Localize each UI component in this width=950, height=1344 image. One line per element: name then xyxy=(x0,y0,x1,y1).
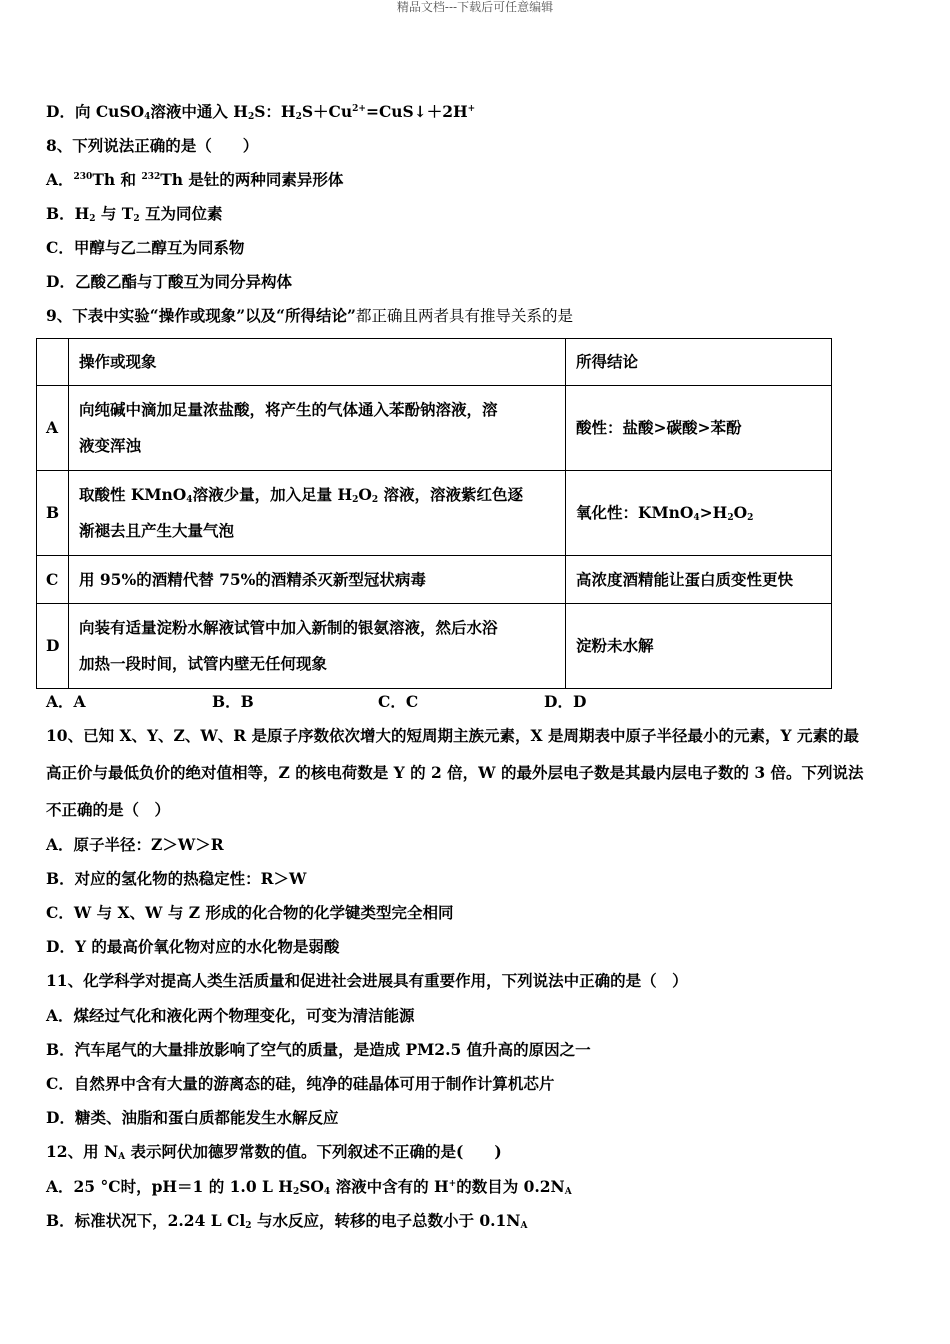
row-op xyxy=(69,604,566,689)
row-key: A xyxy=(37,386,69,471)
q10-stem-line2: 高正价与最低负价的绝对值相等，Z 的核电荷数是 Y 的 2 倍，W 的最外层电子数是其最内层电子数的 3 倍。下列说法 xyxy=(46,763,864,782)
q11-option-a: A．煤经过气化和液化两个物理变化，可变为清洁能源 xyxy=(46,1006,415,1025)
q10-option-c: C．W 与 X、W 与 Z 形成的化合物的化学键类型完全相同 xyxy=(46,903,454,922)
q9-option: B．B xyxy=(212,692,254,711)
q12-stem: 12、用 $N_A$ 表示阿伏加德罗常数的值。下列叙述不正确的是( ) xyxy=(46,1142,502,1162)
row-op xyxy=(69,386,566,471)
q7-option-d: D．向 CuSO$_4$溶液中通入 $H_2S$：$H_2S+Cu^{2+}=CuS↓+2H^+$ xyxy=(46,102,476,122)
q11-stem: 11、化学科学对提高人类生活质量和促进社会进展具有重要作用，下列说法中正确的是（ ） xyxy=(46,971,688,990)
row-op xyxy=(69,471,566,556)
row-op-line: 取酸性 KMnO$_4$溶液少量，加入足量 $H_2O_2$ 溶液，溶液紫红色逐 xyxy=(79,485,524,505)
q9-options xyxy=(46,692,586,712)
table-row xyxy=(37,386,832,471)
row-op-line: 液变浑浊 xyxy=(79,436,142,455)
q8-option-c: C．甲醇与乙二醇互为同系物 xyxy=(46,238,245,257)
table-header-con: 所得结论 xyxy=(566,339,832,386)
q10-stem-line1: 10、已知 X、Y、Z、W、R 是原子序数依次增大的短周期主族元素，X 是周期表中原子半径最小的元素，Y 元素的最 xyxy=(46,726,859,745)
row-op-line: 向纯碱中滴加足量浓盐酸，将产生的气体通入苯酚钠溶液，溶 xyxy=(79,400,498,419)
table-row xyxy=(37,604,832,689)
row-key: C xyxy=(37,556,69,604)
q12-option-a: A．25 °C时，pH＝1 的 1.0 L $H_2SO_4$ 溶液中含有的 H+的数目为 $0.2N_A$ xyxy=(46,1177,572,1197)
q9-option: D．D xyxy=(544,692,587,711)
q10-option-b: B．对应的氢化物的热稳定性：R＞W xyxy=(46,869,307,888)
q12-option-b: B．标准状况下，2.24 L $Cl_2$ 与水反应，转移的电子总数小于 $0.1N_A$ xyxy=(46,1211,528,1231)
row-op-line: 加热一段时间，试管内壁无任何现象 xyxy=(79,654,328,673)
q10-option-a: A．原子半径：Z＞W＞R xyxy=(46,835,224,854)
q9-option: A．A xyxy=(46,692,86,711)
q11-option-d: D．糖类、油脂和蛋白质都能发生水解反应 xyxy=(46,1108,339,1127)
row-key: B xyxy=(37,471,69,556)
row-op-line: 向装有适量淀粉水解液试管中加入新制的银氨溶液，然后水浴 xyxy=(79,618,498,637)
q8-option-a: A．$^{230}$Th 和 $^{232}$Th 是钍的两种同素异形体 xyxy=(46,170,344,189)
q8-stem: 8、下列说法正确的是（ ） xyxy=(46,136,259,155)
row-con: 氧化性：$KMnO_4>H_2O_2$ xyxy=(566,471,832,556)
row-op-line: 渐褪去且产生大量气泡 xyxy=(79,521,235,540)
table-header-row xyxy=(37,339,832,386)
q11-option-c: C．自然界中含有大量的游离态的硅，纯净的硅晶体可用于制作计算机芯片 xyxy=(46,1074,555,1093)
table-row xyxy=(37,471,832,556)
page-header: 精品文档---下载后可任意编辑 xyxy=(396,0,554,14)
q9-table xyxy=(36,338,832,689)
table-row xyxy=(37,556,832,604)
row-con: 酸性：盐酸>碳酸>苯酚 xyxy=(566,386,832,471)
table-header-op: 操作或现象 xyxy=(69,339,566,386)
q10-stem-line3: 不正确的是（ ） xyxy=(46,800,171,819)
q8-option-b: B．$H_2$ 与 $T_2$ 互为同位素 xyxy=(46,204,223,224)
row-key: D xyxy=(37,604,69,689)
q11-option-b: B．汽车尾气的大量排放影响了空气的质量，是造成 PM2.5 值升高的原因之一 xyxy=(46,1040,591,1059)
q10-option-d: D．Y 的最高价氧化物对应的水化物是弱酸 xyxy=(46,937,340,956)
q9-option: C．C xyxy=(378,692,419,711)
q9-stem: 9、下表中实验“操作或现象”以及“所得结论”都正确且两者具有推导关系的是 xyxy=(46,306,573,325)
row-op: 用 95%的酒精代替 75%的酒精杀灭新型冠状病毒 xyxy=(69,556,566,604)
row-con: 淀粉未水解 xyxy=(566,604,832,689)
row-con: 高浓度酒精能让蛋白质变性更快 xyxy=(566,556,832,604)
q8-option-d: D．乙酸乙酯与丁酸互为同分异构体 xyxy=(46,272,292,291)
table-cell xyxy=(37,339,69,386)
